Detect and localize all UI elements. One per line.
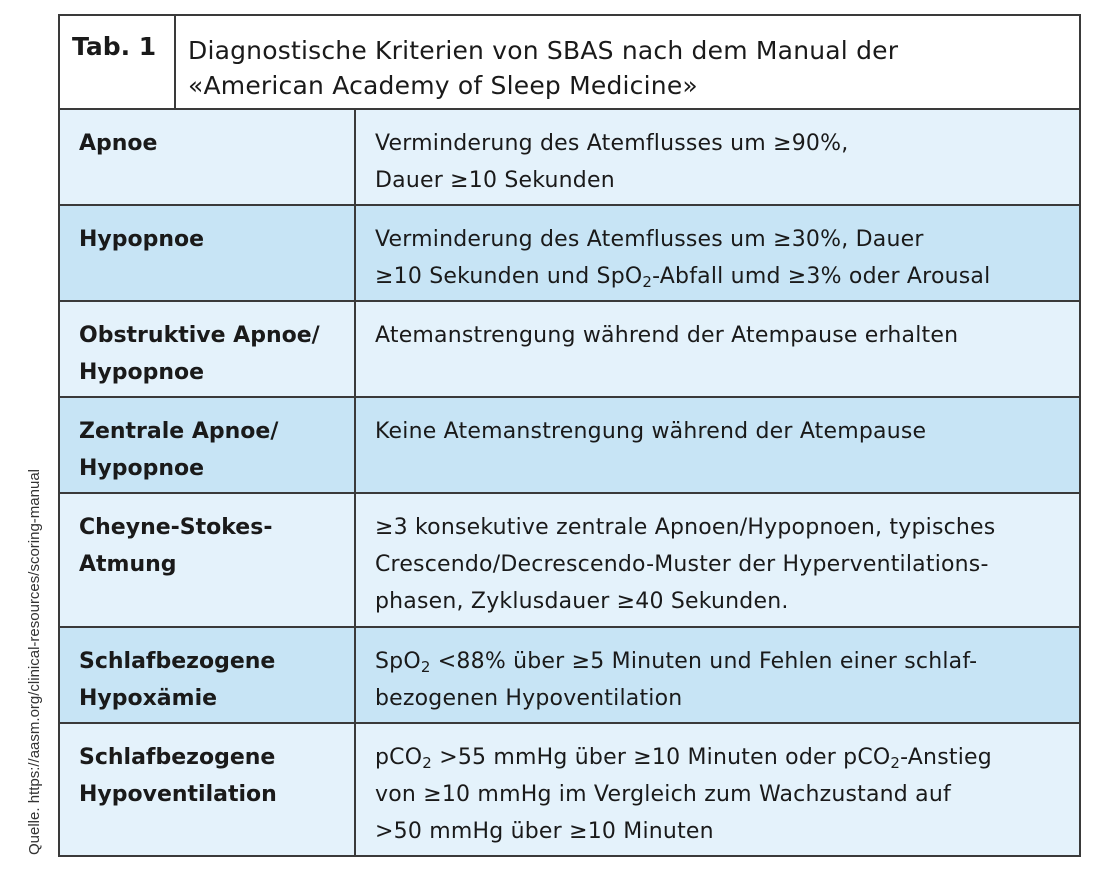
term-cell: Schlafbezogene Hypoventilation — [60, 724, 356, 855]
table-row — [60, 110, 1079, 206]
definition-cell: Verminderung des Atemflusses um ≥30%, Dauer ≥10 Sekunden und SpO$_2$-Abfall umd ≥3% oder Arousal — [375, 227, 991, 291]
term-cell: Obstruktive Apnoe/ Hypopnoe — [60, 302, 356, 396]
definition-cell: Atemanstrengung während der Atempause erhalten — [375, 323, 959, 348]
table-row — [60, 206, 1079, 302]
term-cell: Cheyne-Stokes- Atmung — [60, 494, 356, 626]
definition-cell: Verminderung des Atemflusses um ≥90%, Dauer ≥10 Sekunden — [375, 131, 849, 193]
definition-cell: ≥3 konsekutive zentrale Apnoen/Hypopnoen, typisches Crescendo/Decrescendo-Muster der Hyperventilations- phasen, Zyklusdauer ≥40 Sekunden. — [375, 515, 996, 614]
table-row — [60, 494, 1079, 628]
table-number: Tab. 1 — [60, 16, 176, 108]
table-row — [60, 302, 1079, 398]
table-row — [60, 398, 1079, 494]
term-cell: Hypopnoe — [60, 206, 356, 300]
term-cell: Schlafbezogene Hypoxämie — [60, 628, 356, 722]
definition-cell: pCO$_2$ >55 mmHg über ≥10 Minuten oder pCO$_2$-Anstieg von ≥10 mmHg im Vergleich zum Wachzustand auf >50 mmHg über ≥10 Minuten — [375, 745, 992, 844]
table-title — [176, 16, 1079, 108]
term-cell: Zentrale Apnoe/ Hypopnoe — [60, 398, 356, 492]
title-line: Diagnostische Kriterien von SBAS nach dem Manual der — [188, 36, 899, 65]
source-note: Quelle. https://aasm.org/clinical-resources/scoring-manual — [26, 469, 43, 855]
table-row — [60, 628, 1079, 724]
definition-cell: SpO$_2$ <88% über ≥5 Minuten und Fehlen einer schlaf- bezogenen Hypoventilation — [375, 649, 978, 711]
criteria-table — [58, 14, 1081, 857]
table-header — [60, 16, 1079, 110]
title-line: «American Academy of Sleep Medicine» — [188, 71, 698, 100]
definition-cell: Keine Atemanstrengung während der Atempause — [375, 419, 927, 444]
table-row — [60, 724, 1079, 855]
term-cell: Apnoe — [60, 110, 356, 204]
